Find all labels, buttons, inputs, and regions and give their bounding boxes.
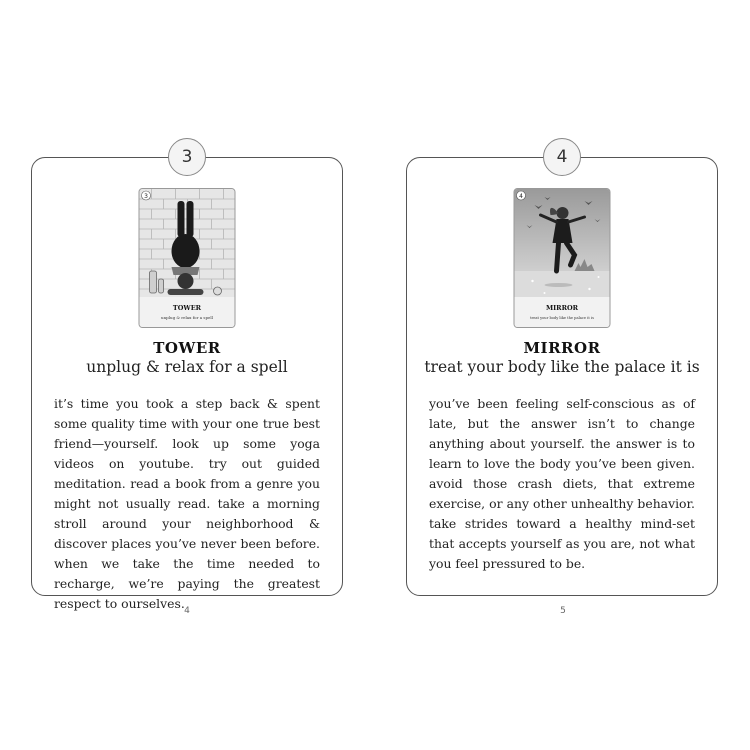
card-description: you’ve been feeling self-conscious as of late, but the answer isn’t to change anything about yourself. the answer is to learn to love the body you’ve been given. avoid those crash diets, that extreme exercise, or any other unhealthy behavior. take strides toward a healthy mind-set that accepts yourself as you are, not what you feel pressured to be. bbox=[429, 396, 695, 571]
tower-card-corner-number: 3 bbox=[144, 193, 148, 201]
mirror-card-corner-number: 4 bbox=[519, 193, 523, 201]
mirror-card-illustration bbox=[514, 188, 611, 328]
card-title: TOWER bbox=[153, 339, 221, 357]
card-description: it’s time you took a step back & spent some quality time with your one true best friend—yourself. look up some yoga videos on youtube. try out guided meditation. read a book from a genre you might not usually read. take a morning stroll around your neighborhood & discover places you’ve never been before. when we take the time needed to recharge, we’re paying the greatest respect to ourselves. bbox=[54, 396, 320, 611]
page-number: 4 bbox=[184, 606, 190, 616]
tower-card-page bbox=[31, 147, 343, 611]
mirror-card-page bbox=[406, 147, 718, 596]
card-subtitle: unplug & relax for a spell bbox=[86, 358, 288, 376]
page-number: 5 bbox=[560, 606, 566, 616]
tower-card-illustration bbox=[139, 188, 236, 328]
card-subtitle: treat your body like the palace it is bbox=[424, 358, 700, 376]
card-number-badge: 4 bbox=[543, 138, 581, 176]
card-title: MIRROR bbox=[523, 339, 601, 357]
mirror-card-caption: treat your body like the palace it is bbox=[530, 316, 594, 320]
card-number-badge: 3 bbox=[168, 138, 206, 176]
mirror-card-name: MIRROR bbox=[545, 304, 579, 312]
tower-card-caption: unplug & relax for a spell bbox=[161, 315, 213, 320]
tower-card-name: TOWER bbox=[172, 304, 202, 312]
